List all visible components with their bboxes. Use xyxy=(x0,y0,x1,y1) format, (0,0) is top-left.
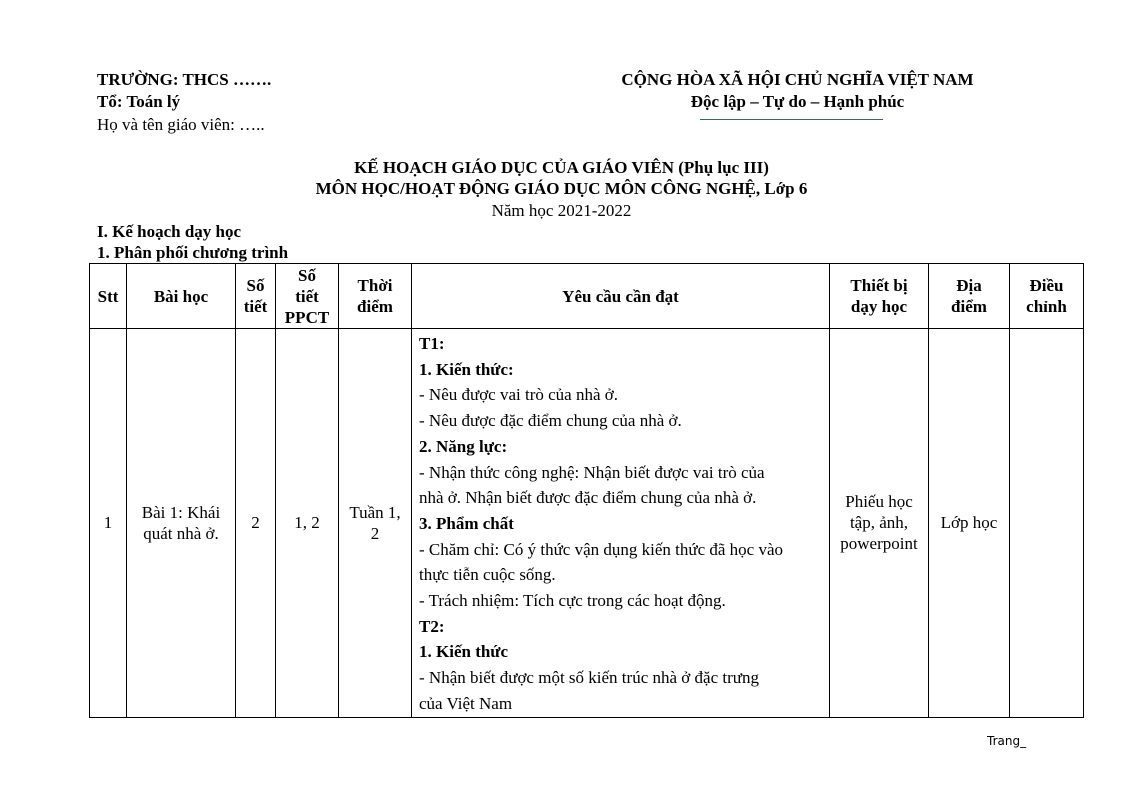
requirement-item: - Nêu được đặc điểm chung của nhà ở. xyxy=(419,411,682,431)
document-title: KẾ HOẠCH GIÁO DỤC CỦA GIÁO VIÊN (Phụ lục III) xyxy=(354,158,769,177)
header-time xyxy=(339,264,412,329)
cell-requirements xyxy=(412,329,830,718)
header-adjust-line: Điều xyxy=(1029,276,1064,295)
requirement-heading: 1. Kiến thức: xyxy=(419,359,514,379)
header-ppct-line: tiết xyxy=(295,286,319,306)
school-year: Năm học 2021-2022 xyxy=(491,201,632,220)
requirement-heading: 3. Phẩm chất xyxy=(419,513,514,533)
requirement-item: thực tiễn cuộc sống. xyxy=(419,565,556,585)
nation-heading: CỘNG HÒA XÃ HỘI CHỦ NGHĨA VIỆT NAM xyxy=(621,70,974,89)
table-row xyxy=(90,329,1084,718)
cell-equipment-line: Phiếu học xyxy=(845,492,913,512)
cell-time-line: 2 xyxy=(370,523,380,543)
requirement-item: - Trách nhiệm: Tích cực trong các hoạt động. xyxy=(419,591,726,611)
cell-equipment-line: powerpoint xyxy=(840,534,918,554)
header-stt: Stt xyxy=(90,264,127,329)
header-location xyxy=(929,264,1010,329)
header-equipment xyxy=(830,264,929,329)
section-heading: I. Kế hoạch dạy học xyxy=(97,222,242,241)
cell-lesson-line: Bài 1: Khái xyxy=(141,502,221,522)
requirement-item: - Nêu được vai trò của nhà ở. xyxy=(419,385,619,405)
requirement-item: - Nhận biết được một số kiến trúc nhà ở đặc trưng xyxy=(419,668,759,688)
requirement-heading: 1. Kiến thức xyxy=(419,642,509,662)
cell-lesson xyxy=(127,329,236,718)
requirement-heading: T1: xyxy=(419,334,445,353)
requirement-item: nhà ở. Nhận biết được đặc điểm chung của nhà ở. xyxy=(419,488,757,508)
header-ppct-line: PPCT xyxy=(284,307,330,327)
cell-location: Lớp học xyxy=(929,329,1010,718)
header-location-line: Địa xyxy=(956,276,982,295)
cell-time-line: Tuần 1, xyxy=(349,502,401,522)
page-number: Trang_ xyxy=(987,734,1027,748)
header-location-line: điểm xyxy=(951,297,987,316)
department-name: Tổ: Toán lý xyxy=(97,92,181,111)
table-header-row xyxy=(90,264,1084,329)
requirement-item: - Nhận thức công nghệ: Nhận biết được vai trò của xyxy=(419,462,765,482)
document-subtitle: MÔN HỌC/HOẠT ĐỘNG GIÁO DỤC MÔN CÔNG NGHỆ, Lớp 6 xyxy=(315,179,808,198)
header-lesson: Bài học xyxy=(127,264,236,329)
header-periods xyxy=(236,264,276,329)
cell-adjust xyxy=(1010,329,1084,718)
requirement-heading: 2. Năng lực: xyxy=(419,436,508,456)
header-equipment-line: dạy học xyxy=(850,297,908,316)
teacher-name: Họ và tên giáo viên: ….. xyxy=(97,115,265,134)
cell-ppct: 1, 2 xyxy=(276,329,339,718)
header-adjust xyxy=(1010,264,1084,329)
curriculum-table xyxy=(89,263,1084,718)
header-periods-line: tiết xyxy=(243,297,268,316)
requirement-item: của Việt Nam xyxy=(419,693,513,713)
cell-lesson-line: quát nhà ở. xyxy=(143,523,219,543)
cell-stt: 1 xyxy=(90,329,127,718)
cell-equipment-line: tập, ảnh, xyxy=(849,513,909,533)
header-time-line: điểm xyxy=(357,297,393,316)
header-ppct-line: Số xyxy=(298,265,316,285)
motto-underline xyxy=(700,119,883,120)
header-requirements: Yêu cầu cần đạt xyxy=(412,264,830,329)
school-name: TRƯỜNG: THCS ……. xyxy=(97,70,272,89)
header-ppct xyxy=(276,264,339,329)
requirement-heading: T2: xyxy=(419,616,445,636)
header-periods-line: Số xyxy=(246,276,265,295)
cell-equipment xyxy=(830,329,929,718)
header-time-line: Thời xyxy=(357,276,393,295)
header-adjust-line: chỉnh xyxy=(1026,297,1067,316)
cell-time xyxy=(339,329,412,718)
requirement-item: - Chăm chỉ: Có ý thức vận dụng kiến thức đã học vào xyxy=(419,539,784,559)
header-equipment-line: Thiết bị xyxy=(850,276,908,295)
cell-periods: 2 xyxy=(236,329,276,718)
subsection-heading: 1. Phân phối chương trình xyxy=(97,243,289,262)
nation-motto: Độc lập – Tự do – Hạnh phúc xyxy=(690,92,905,111)
